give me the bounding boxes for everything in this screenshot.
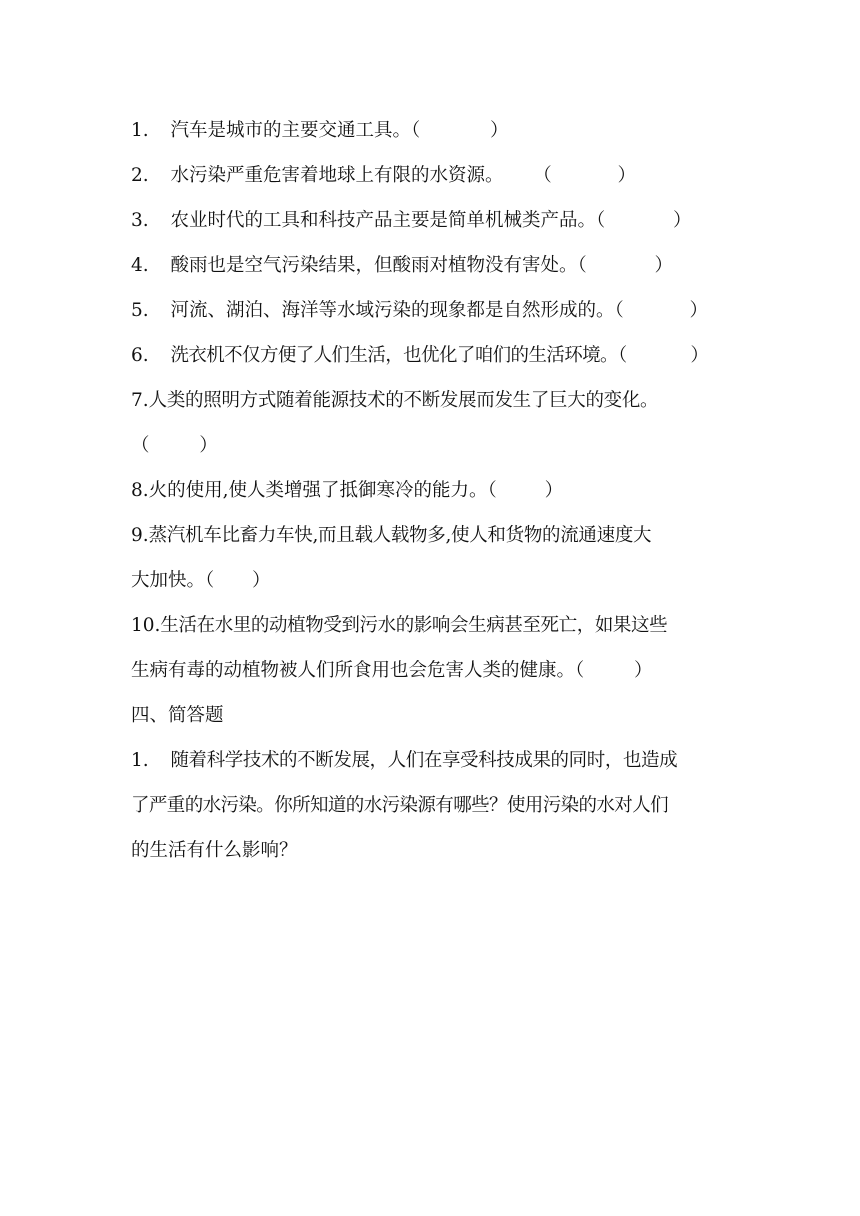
question-number: 1. [131,750,149,771]
short-answer-question-1 [131,738,736,783]
answer-paren-close: ） [199,435,218,456]
question-7 [131,378,736,423]
answer-paren-open: （ [131,435,150,456]
question-7-answer-line [131,423,736,468]
question-6 [131,333,736,378]
answer-paren-close: ） [654,255,673,276]
question-number: 4. [131,255,149,276]
question-text: 水污染严重危害着地球上有限的水资源。 [170,165,504,186]
question-text: 火的使用,使人类增强了抵御寒冷的能力。（ [148,480,497,501]
answer-paren-close: ） [617,165,637,186]
question-text-continued: 生病有毒的动植物被人们所食用也会危害人类的健康。（ [131,660,585,681]
question-number: 10. [131,615,161,636]
question-text: 汽车是城市的主要交通工具。（ [170,120,421,141]
question-number: 5. [131,300,149,321]
answer-paren-close: ） [672,210,692,231]
question-text: 人类的照明方式随着能源技术的不断发展而发生了巨大的变化。 [148,390,659,411]
question-3 [131,198,736,243]
question-text: 酸雨也是空气污染结果，但酸雨对植物没有害处。（ [170,255,587,276]
question-text-continued: 了严重的水污染。你所知道的水污染源有哪些？使用污染的水对人们 [131,795,669,816]
answer-paren-open: （ [533,165,552,186]
question-number: 2. [131,165,149,186]
question-number: 8. [131,480,149,501]
answer-paren-close: ） [489,120,509,141]
answer-paren-close: ） [544,480,564,501]
answer-paren-close: ） [252,570,271,591]
question-8 [131,468,736,513]
question-text-continued: 大加快。（ [131,570,215,591]
question-number: 3. [131,210,149,231]
answer-paren-close: ） [634,660,653,681]
question-text-continued: 的生活有什么影响？ [131,840,298,861]
question-9-line-2 [131,558,736,603]
question-4 [131,243,736,288]
question-text: 洗衣机不仅方便了人们生活，也优化了咱们的生活环境。（ [170,345,627,366]
question-1 [131,108,736,153]
answer-paren-close: ） [690,345,709,366]
answer-paren-close: ） [689,300,708,321]
question-text: 生活在水里的动植物受到污水的影响会生病甚至死亡，如果这些 [160,615,668,636]
short-answer-line-3 [131,828,736,873]
question-number: 1. [131,120,149,141]
question-list [131,108,736,873]
question-text: 河流、湖泊、海洋等水域污染的现象都是自然形成的。（ [170,300,624,321]
short-answer-line-2 [131,783,736,828]
question-text: 随着科学技术的不断发展，人们在享受科技成果的同时，也造成 [170,750,678,771]
question-text: 农业时代的工具和科技产品主要是简单机械类产品。（ [170,210,606,231]
question-9 [131,513,736,558]
section-heading: 四、简答题 [131,705,224,726]
question-number: 6. [131,345,149,366]
question-2 [131,153,736,198]
question-text: 蒸汽机车比畜力车快,而且载人载物多,使人和货物的流通速度大 [148,525,652,546]
question-10 [131,603,736,648]
question-10-line-2 [131,648,736,693]
question-number: 7. [131,390,149,411]
question-number: 9. [131,525,149,546]
question-5 [131,288,736,333]
